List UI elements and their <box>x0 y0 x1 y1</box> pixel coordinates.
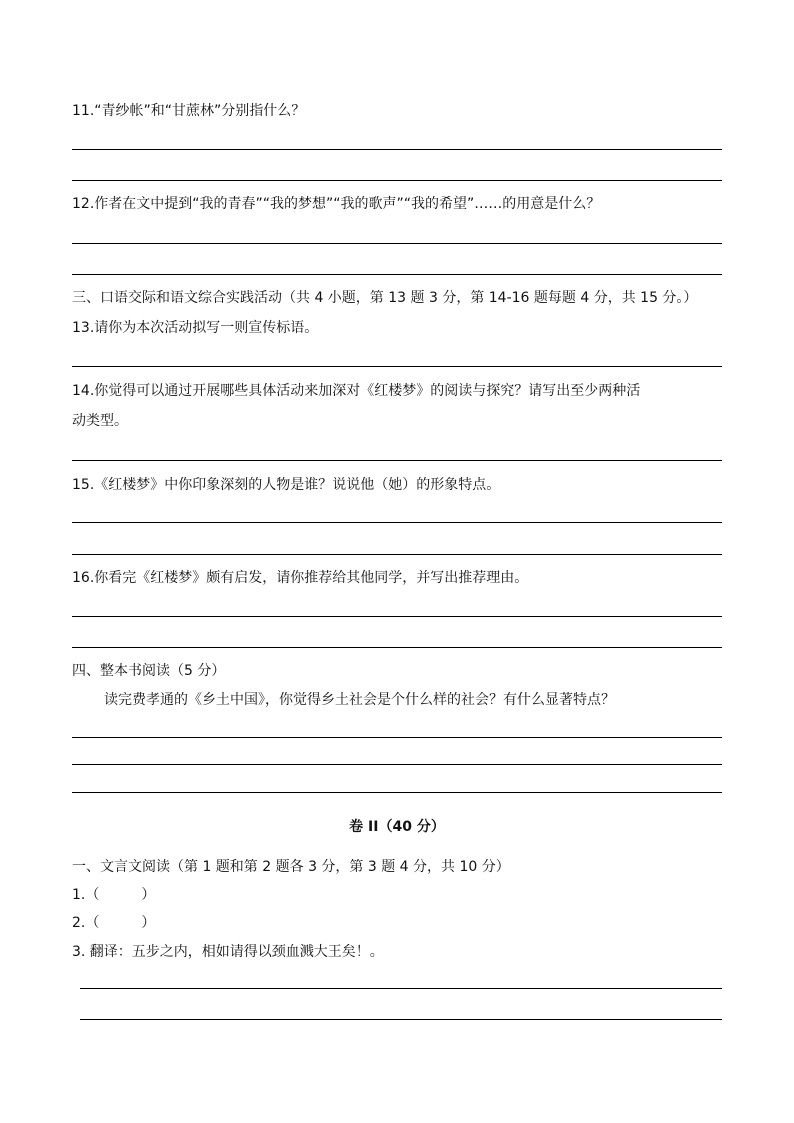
q13-text: 13.请你为本次活动拟写一则宣传标语。 <box>72 320 319 336</box>
answer-line[interactable] <box>72 792 722 793</box>
q14-text-line1: 14.你觉得可以通过开展哪些具体活动来加深对《红楼梦》的阅读与探究？请写出至少两种活 <box>72 383 641 399</box>
part2-title: 卷 II（40 分） <box>349 819 445 835</box>
answer-line[interactable] <box>72 522 722 523</box>
q16-text: 16.你看完《红楼梦》颇有启发，请你推荐给其他同学，并写出推荐理由。 <box>72 570 529 586</box>
answer-line[interactable] <box>80 988 722 989</box>
answer-line[interactable] <box>72 180 722 181</box>
part2-section1-heading: 一、文言文阅读（第 1 题和第 2 题各 3 分，第 3 题 4 分，共 10 分） <box>72 859 510 875</box>
part2-q1: 1.（ ） <box>72 887 156 903</box>
answer-line[interactable] <box>72 274 722 275</box>
answer-line[interactable] <box>72 764 722 765</box>
part2-q3: 3. 翻译：五步之内，相如请得以颈血溅大王矣！。 <box>72 944 384 960</box>
q14-text-line2: 动类型。 <box>72 413 128 429</box>
section3-heading: 三、口语交际和语文综合实践活动（共 4 小题，第 13 题 3 分，第 14-16 题每题 4 分，共 15 分。） <box>72 290 698 306</box>
answer-line[interactable] <box>72 243 722 244</box>
q11-text: 11.“青纱帐”和“甘蔗林”分别指什么？ <box>72 103 306 119</box>
section4-heading: 四、整本书阅读（5 分） <box>72 663 226 679</box>
answer-line[interactable] <box>72 460 722 461</box>
answer-line[interactable] <box>72 366 722 367</box>
answer-line[interactable] <box>72 554 722 555</box>
q15-text: 15.《红楼梦》中你印象深刻的人物是谁？说说他（她）的形象特点。 <box>72 477 501 493</box>
answer-line[interactable] <box>72 737 722 738</box>
answer-line[interactable] <box>72 149 722 150</box>
answer-line[interactable] <box>72 647 722 648</box>
section4-prompt: 读完费孝通的《乡土中国》，你觉得乡土社会是个什么样的社会？有什么显著特点？ <box>104 692 615 708</box>
answer-line[interactable] <box>80 1019 722 1020</box>
q12-text: 12.作者在文中提到“我的青春”“我的梦想”“我的歌声”“我的希望”……的用意是什么？ <box>72 196 601 212</box>
part2-q2: 2.（ ） <box>72 915 156 931</box>
answer-line[interactable] <box>72 616 722 617</box>
